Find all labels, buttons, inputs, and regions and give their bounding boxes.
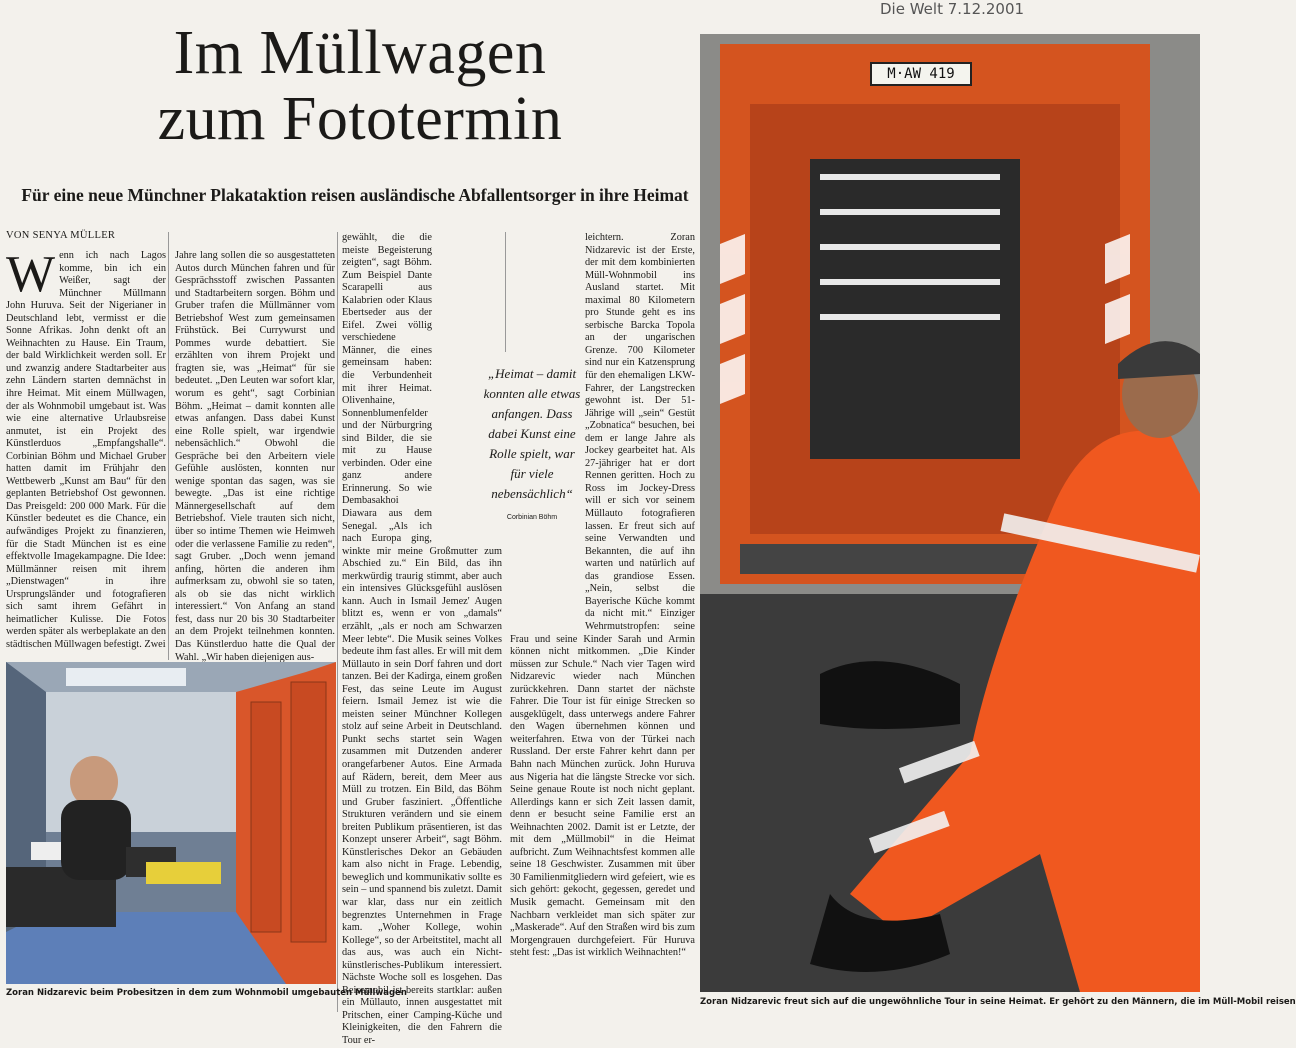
article-column-3 [342, 232, 502, 1046]
headline [30, 20, 690, 152]
photo-truck-illustration [700, 34, 1200, 992]
caption-truck: Zoran Nidzarevic freut sich auf die ungewöhnliche Tour in seine Heimat. Er gehört zu den Männern, die im Müll-Mobil reisen [700, 997, 1296, 1007]
column-rule [505, 232, 506, 352]
subheadline: Für eine neue Münchner Plakataktion reisen ausländische Abfallentsorger in ihre Heimat [21, 185, 689, 205]
drop-cap: W [6, 246, 56, 303]
article-column-1 [6, 246, 166, 680]
pull-quote-text: „Heimat – damit konnten alle etwas anfangen. Dass dabei Kunst eine Rolle spielt, war für viele nebensächlich“ [483, 366, 581, 501]
byline: VON SENYA MÜLLER [6, 230, 116, 241]
column-rule [337, 232, 338, 1012]
caption-interior: Zoran Nidzarevic beim Probesitzen in dem zum Wohnmobil umgebauten Müllwagen [6, 988, 407, 998]
column-3-text: gewählt, die die meiste Begeisterung zeigten“, sagt Böhm. Zum Beispiel Dante Scarapelli aus Kalabrien oder Klaus Ebertseder aus der Eifel. Zwei völlig verschiedene Männer, die eines gemeinsam haben: die Verbundenheit mit ihrer Heimat. Olivenhaine, Sonnenblumenfelder und der Nürburgring sind Bilder, die sie mit zu Hause verbinden. Oder eine ganz andere Erinnerung. So wie Dembasakhoi Diawara aus dem Senegal. „Als ich nach Europa ging, winkte mir meine Großmutter zum Abschied zu.“ Ein Bild, das ihn merkwürdig traurig stimmt, aber auch ein intensives Glücksgefühl auslösen kann. Auch in Ismail Jemez' Augen blitzt es, wenn er von „damals“ erzählt, „als er noch am Schwarzen Meer lebte“. Die Musik seines Volkes bedeute ihm fast alles. Er will mit dem Müllauto in sein Dorf fahren und dort tanzen. Bei der Kadirga, einem großen Fest, das seine Leute im August feiern. Ismail Jemez ist wie die meisten seiner Münchner Kollegen stolz auf seine Arbeit in Deutschland. Punkt sechs startet sein Wagen zusammen mit Dutzenden anderer orangefarbener Autos. Eine Armada auf Rädern, bereit, dem Meer aus Müll zu trotzen. Ein Bild, das Böhm und Gruber fasziniert. „Öffentliche Strukturen verändern und sie einem breiten Publikum präsentieren, ist das Konzept unserer Arbeit“, sagt Böhm. Künstlerisches Dekor an Gebäuden kam also nicht in Frage. Lebendig, beweglich und kommunikativ sollte es sein – und spannend bis zuletzt. Damit war klar, dass nur ein zeitlich begrenztes Unternehmen in Frage kam. „Woher Kollege, wohin Kollege“, so der Arbeitstitel, macht all das aus, was auch ein Nicht-künstlerisches-Publikum interessiert. Nächste Woche soll es losgehen. Das Reisemobil ist bereits startklar: außen ein Müllauto, innen ausgestattet mit Pritschen, einer Camping-Küche und Kleinigkeiten, die den Fahrern die Tour er- [342, 232, 502, 1046]
column-2-text: Jahre lang sollen die so ausgestatteten Autos durch München fahren und für Gesprächsstoff zwischen Passanten und Stadtarbeitern sorgen. Böhm und Gruber trafen die Müllmänner vom Betriebshof West zum gemeinsamen Frühstück. Bei Currywurst und Pommes wurde debattiert. Sie erzählten von ihrem Projekt und fragten sie, was „Heimat“ für sie bedeutet. „Den Leuten war sofort klar, worum es geht“, sagt Corbinian Böhm. „Heimat – damit konnten alle etwas anfangen. Dass dabei Kunst eine Rolle spielt, war irgendwie nebensächlich.“ Obwohl die Gespräche bei den Arbeitern viele Gefühle auslösten, konnten nur wenige spontan das sagen, was sie bewegte. „Das ist eine richtige Männergesellschaft auf dem Betriebshof. Viele trauten sich nicht, über so intime Themen wie Heimweh oder die verlassene Familie zu reden“, sagt Gruber. „Doch wenn jemand anfing, hörten die anderen ihm aufmerksam zu, obwohl sie so taten, als ob sie das nicht wirklich interessiert.“ Von Anfang an stand fest, dass nur 20 bis 30 Stadtarbeiter an dem Projekt teilnehmen konnten. Das Künstlerduo hatte die Qual der Wahl. „Wir haben diejenigen aus- [175, 250, 335, 663]
photo-interior-illustration [6, 662, 336, 984]
license-plate: M·AW 419 [870, 62, 972, 86]
headline-line-1: Im Müllwagen [173, 19, 547, 87]
column-rule [168, 232, 169, 660]
column-4-text: leichtern. Zoran Nidzarevic ist der Erste, der mit dem kombinierten Müll-Wohnmobil ins Ausland startet. Mit maximal 80 Kilometern pro Stunde geht es ins serbische Barcka Topola an der ungarischen Grenze. 700 Kilometer sind nur ein Katzensprung für den ehemaligen LKW-Fahrer, der Langstrecken gewohnt ist. Der 51-Jährige will „sein“ Gestüt „Zobnatica“ besuchen, bei dem er lange Jahre als Jockey gearbeitet hat. Als 27-jähriger hat er dort Rennen geritten. Hoch zu Ross im Jockey-Dress will er sich vor seinem Müllauto fotografieren lassen. Er freut sich auf seine Verwandten und Bekannten, die auf ihn warten und natürlich auf das grandiose Essen. „Nein, selbst die Bayerische Küche kommt da nicht mit.“ Einziger Wehrmutstropfen: seine Frau und seine Kinder Sarah und Armin können nicht mitkommen. „Die Kinder müssen zur Schule.“ Nach vier Tagen wird Nidzarevic wieder nach München zurückkehren. Dann startet der nächste Fahrer. Die Tour ist für einige Strecken so ausgeklügelt, dass unterwegs andere Fahrer den Wagen übernehmen können und weiterfahren. Etwa von der Türkei nach Russland. Der erste Fahrer kehrt dann per Bahn nach München zurück. John Huruva aus Nigeria hat die längste Strecke vor sich. Seine genaue Route ist noch nicht geplant. Allerdings kann er sich Zeit lassen damit, denn er besucht seine Familie erst an Weihnachten 2002. Damit ist er Letzte, der mit dem „Müllmobil“ in die Heimat aufbricht. Zum Weihnachtsfest kommen alle seine 18 Geschwister. Zusammen mit über 30 Familienmitgliedern wird gefeiert, wie es sich gehört: gekocht, gegessen, geredet und Musik gemacht. Gemeinsam mit den Nachbarn verkleidet man sich später zur „Maskerade“. Auf den Straßen wird bis zum Morgengrauen durchgefeiert. Für Huruva steht fest: „Das ist wirklich Weihnachten!“ [510, 232, 695, 959]
article-column-2 [175, 250, 335, 680]
photo-interior [6, 662, 336, 984]
pull-quote-author: Corbinian Böhm [506, 514, 558, 521]
headline-line-2: zum Fototermin [157, 85, 563, 153]
photo-truck [700, 34, 1200, 992]
source-note: Die Welt 7.12.2001 [880, 0, 1025, 18]
column-1-text: enn ich nach Lagos komme, bin ich ein Weißer, sagt der Münchner Müllmann John Huruva. Seit der Nigerianer in Deutschland lebt, vermisst er die Sonne Afrikas. John denkt oft an Weihnachten zu Hause. Ein Traum, der bald Wirklichkeit werden soll. Er und zwanzig andere Stadtarbeiter aus zehn Ländern starten demnächst in ihre Heimat. Mit einem Müllwagen, der als Wohnmobil umgebaut ist. Was wie eine alternative Urlaubsreise anmutet, ist ein Projekt des Künstlerduos „Empfangshalle“. Corbinian Böhm und Michael Gruber hatten damit im Frühjahr den Wettbewerb „Kunst am Bau“ für den geplanten Betriebshof Ost gewonnen. Das Preisgeld: 200 000 Mark. Für die Künstler bedeutet es die Chance, ein aufwändiges Projekt zu finanzieren, für die Stadt München ist es eine effektvolle Imagekampagne. Die Idee: Müllmänner reisen mit ihrem „Dienstwagen“ in ihre Ursprungsländer und fotografieren sich samt ihrem Gefährt in heimatlicher Kulisse. Die Fotos werden später als werbeplakate an den städtischen Müllwagen befestigt. Zwei [6, 250, 166, 650]
article-column-4 [510, 232, 695, 1012]
pull-quote [480, 360, 584, 532]
